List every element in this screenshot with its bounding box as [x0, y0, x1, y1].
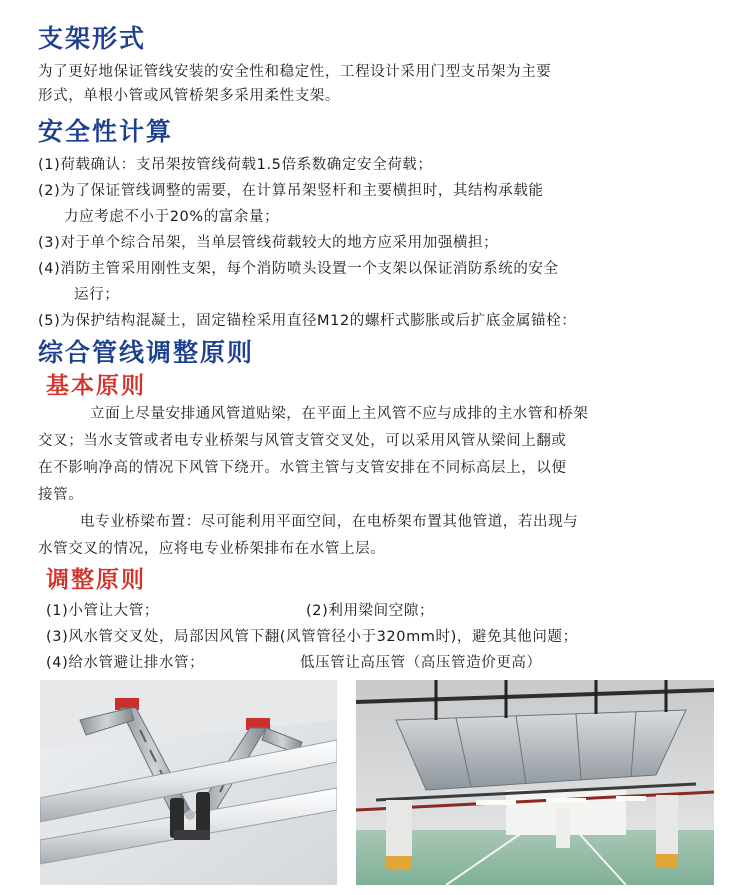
garage-ceiling-photo: [356, 680, 714, 885]
basic-line-5: 电专业桥梁布置：尽可能利用平面空间，在电桥架布置其他管道，若出现与: [80, 514, 579, 530]
basic-line-2: 交叉；当水支管或者电专业桥架与风管支管交叉处，可以采用风管从梁间上翻或: [38, 433, 567, 449]
support-form-line-2: 形式，单根小管或风管桥架多采用柔性支架。: [38, 88, 340, 104]
section-title-pipeline-adjust: 综合管线调整原则: [38, 338, 255, 367]
safety-item-2-cont: 力应考虑不小于20%的富余量；: [64, 209, 280, 225]
basic-line-4: 接管。: [38, 487, 84, 503]
subsection-title-basic: 基本原则: [46, 373, 146, 399]
adjust-item-4: (4)给水管避让排水管；: [46, 655, 205, 671]
adjust-item-5: 低压管让高压管（高压管造价更高）: [300, 655, 542, 671]
safety-item-2: (2)为了保证管线调整的需要，在计算吊架竖杆和主要横担时，其结构承载能: [38, 183, 544, 199]
support-form-line-1: 为了更好地保证管线安装的安全性和稳定性，工程设计采用门型支吊架为主要: [38, 64, 552, 80]
section-title-support-form: 支架形式: [38, 24, 147, 53]
section-title-safety-calc: 安全性计算: [38, 117, 174, 146]
basic-line-1: 立面上尽量安排通风管道贴梁，在平面上主风管不应与成排的主水管和桥架: [90, 406, 589, 422]
safety-item-4: (4)消防主管采用刚性支架，每个消防喷头设置一个支架以保证消防系统的安全: [38, 261, 559, 277]
adjust-item-2: (2)利用梁间空隙；: [306, 603, 435, 619]
safety-item-4-cont: 运行；: [74, 287, 120, 303]
adjust-item-3: (3)风水管交叉处，局部因风管下翻(风管管径小于320mm时)，避免其他问题；: [46, 629, 578, 645]
safety-item-5: (5)为保护结构混凝土，固定锚栓采用直径M12的螺杆式膨胀或后扩底金属锚栓：: [38, 313, 577, 329]
adjust-item-1: (1)小管让大管；: [46, 603, 159, 619]
safety-item-3: (3)对于单个综合吊架，当单层管线荷载较大的地方应采用加强横担；: [38, 235, 499, 251]
basic-line-6: 水管交叉的情况，应将电专业桥架排布在水管上层。: [38, 541, 386, 557]
bracket-photo: [40, 680, 337, 885]
basic-line-3: 在不影响净高的情况下风管下绕开。水管主管与支管安排在不同标高层上，以便: [38, 460, 567, 476]
subsection-title-adjust: 调整原则: [46, 567, 146, 593]
safety-item-1: (1)荷载确认：支吊架按管线荷载1.5倍系数确定安全荷载；: [38, 157, 433, 173]
